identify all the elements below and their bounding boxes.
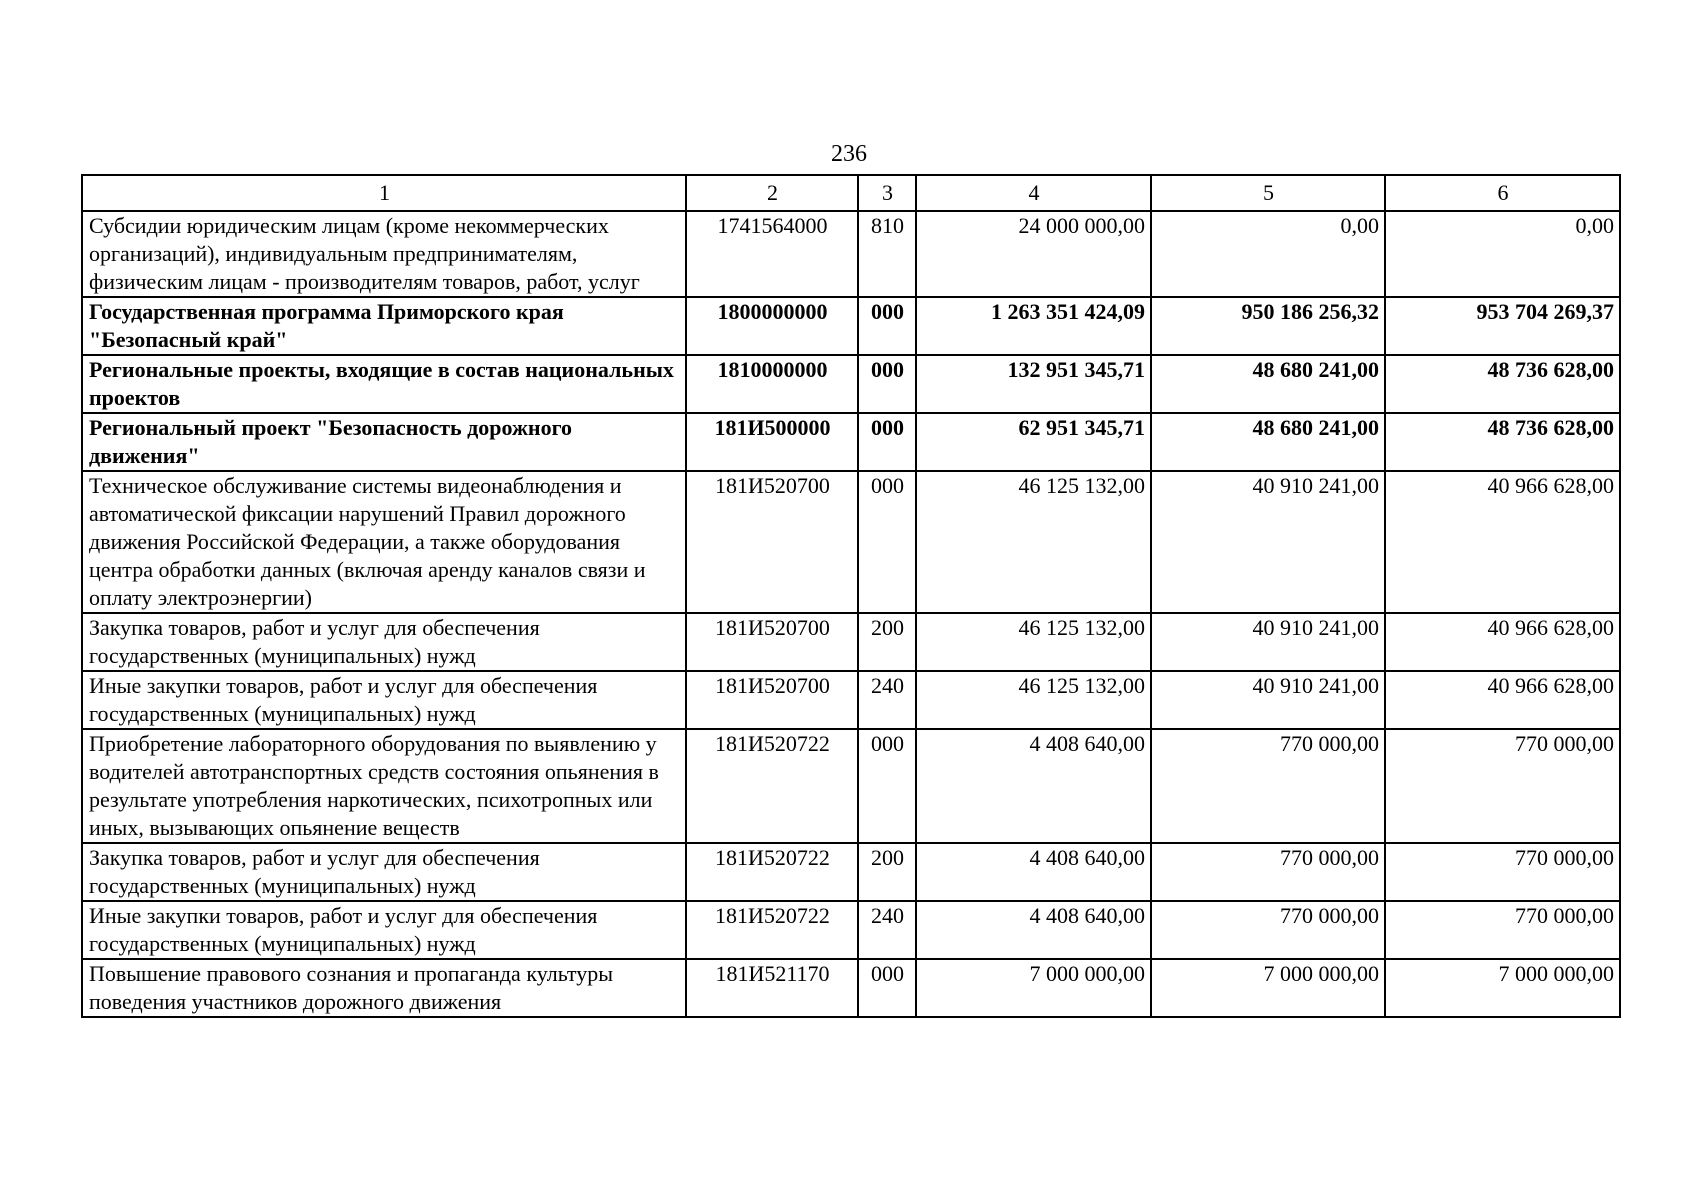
- expense-type-cell: 240: [858, 671, 916, 729]
- item-name-cell: Техническое обслуживание системы видеонаблюдения и автоматической фиксации нарушений Правил дорожного движения Российской Федерации, а также оборудования центра обработки данных (включая аренду каналов связи и оплату электроэнергии): [82, 471, 686, 613]
- amount-col6-cell: 770 000,00: [1385, 901, 1620, 959]
- amount-col4-cell: 7 000 000,00: [916, 959, 1151, 1017]
- item-name-cell: Приобретение лабораторного оборудования по выявлению у водителей автотранспортных средств состояния опьянения в результате употребления наркотических, психотропных или иных, вызывающих опьянение веществ: [82, 729, 686, 843]
- amount-col6-cell: 7 000 000,00: [1385, 959, 1620, 1017]
- item-name-cell: Региональные проекты, входящие в состав национальных проектов: [82, 355, 686, 413]
- expense-type-cell: 000: [858, 413, 916, 471]
- column-header: 6: [1385, 175, 1620, 211]
- amount-col6-cell: 770 000,00: [1385, 843, 1620, 901]
- target-code-cell: 181И520722: [686, 843, 858, 901]
- amount-col4-cell: 24 000 000,00: [916, 211, 1151, 297]
- item-name-cell: Закупка товаров, работ и услуг для обеспечения государственных (муниципальных) нужд: [82, 843, 686, 901]
- item-name-cell: Субсидии юридическим лицам (кроме некоммерческих организаций), индивидуальным предпринимателям, физическим лицам - производителям товаров, работ, услуг: [82, 211, 686, 297]
- expense-type-cell: 200: [858, 843, 916, 901]
- amount-col5-cell: 48 680 241,00: [1151, 355, 1385, 413]
- target-code-cell: 181И520700: [686, 471, 858, 613]
- amount-col6-cell: 0,00: [1385, 211, 1620, 297]
- amount-col5-cell: 7 000 000,00: [1151, 959, 1385, 1017]
- target-code-cell: 1800000000: [686, 297, 858, 355]
- amount-col6-cell: 770 000,00: [1385, 729, 1620, 843]
- expense-type-cell: 000: [858, 959, 916, 1017]
- amount-col4-cell: 46 125 132,00: [916, 671, 1151, 729]
- item-name-cell: Региональный проект "Безопасность дорожного движения": [82, 413, 686, 471]
- column-header: 3: [858, 175, 916, 211]
- amount-col5-cell: 950 186 256,32: [1151, 297, 1385, 355]
- target-code-cell: 181И521170: [686, 959, 858, 1017]
- table-header-row: [82, 175, 1620, 211]
- expense-type-cell: 000: [858, 729, 916, 843]
- target-code-cell: 181И520722: [686, 901, 858, 959]
- target-code-cell: 181И520700: [686, 671, 858, 729]
- target-code-cell: 1741564000: [686, 211, 858, 297]
- amount-col6-cell: 48 736 628,00: [1385, 355, 1620, 413]
- table-row: [82, 613, 1620, 671]
- amount-col5-cell: 770 000,00: [1151, 843, 1385, 901]
- column-header: 5: [1151, 175, 1385, 211]
- amount-col5-cell: 40 910 241,00: [1151, 613, 1385, 671]
- table-body: [82, 211, 1620, 1017]
- table-row: [82, 413, 1620, 471]
- table-row: [82, 355, 1620, 413]
- amount-col5-cell: 770 000,00: [1151, 729, 1385, 843]
- expense-type-cell: 240: [858, 901, 916, 959]
- amount-col6-cell: 953 704 269,37: [1385, 297, 1620, 355]
- target-code-cell: 181И520700: [686, 613, 858, 671]
- table-row: [82, 297, 1620, 355]
- amount-col5-cell: 0,00: [1151, 211, 1385, 297]
- amount-col4-cell: 4 408 640,00: [916, 901, 1151, 959]
- expense-type-cell: 200: [858, 613, 916, 671]
- table-row: [82, 471, 1620, 613]
- table-row: [82, 671, 1620, 729]
- amount-col4-cell: 46 125 132,00: [916, 613, 1151, 671]
- target-code-cell: 1810000000: [686, 355, 858, 413]
- table-row: [82, 901, 1620, 959]
- amount-col4-cell: 4 408 640,00: [916, 729, 1151, 843]
- expense-type-cell: 000: [858, 297, 916, 355]
- target-code-cell: 181И500000: [686, 413, 858, 471]
- page-number: 236: [831, 141, 867, 167]
- amount-col6-cell: 48 736 628,00: [1385, 413, 1620, 471]
- item-name-cell: Иные закупки товаров, работ и услуг для обеспечения государственных (муниципальных) нужд: [82, 901, 686, 959]
- column-header: 2: [686, 175, 858, 211]
- amount-col4-cell: 132 951 345,71: [916, 355, 1151, 413]
- amount-col4-cell: 46 125 132,00: [916, 471, 1151, 613]
- amount-col4-cell: 62 951 345,71: [916, 413, 1151, 471]
- expense-type-cell: 000: [858, 355, 916, 413]
- table-row: [82, 843, 1620, 901]
- budget-table: [81, 174, 1621, 1018]
- amount-col5-cell: 48 680 241,00: [1151, 413, 1385, 471]
- item-name-cell: Государственная программа Приморского края "Безопасный край": [82, 297, 686, 355]
- amount-col5-cell: 770 000,00: [1151, 901, 1385, 959]
- amount-col5-cell: 40 910 241,00: [1151, 671, 1385, 729]
- item-name-cell: Иные закупки товаров, работ и услуг для обеспечения государственных (муниципальных) нужд: [82, 671, 686, 729]
- amount-col5-cell: 40 910 241,00: [1151, 471, 1385, 613]
- expense-type-cell: 810: [858, 211, 916, 297]
- column-header: 4: [916, 175, 1151, 211]
- expense-type-cell: 000: [858, 471, 916, 613]
- amount-col6-cell: 40 966 628,00: [1385, 613, 1620, 671]
- table-row: [82, 211, 1620, 297]
- table-row: [82, 959, 1620, 1017]
- amount-col6-cell: 40 966 628,00: [1385, 471, 1620, 613]
- target-code-cell: 181И520722: [686, 729, 858, 843]
- item-name-cell: Закупка товаров, работ и услуг для обеспечения государственных (муниципальных) нужд: [82, 613, 686, 671]
- amount-col4-cell: 4 408 640,00: [916, 843, 1151, 901]
- amount-col6-cell: 40 966 628,00: [1385, 671, 1620, 729]
- amount-col4-cell: 1 263 351 424,09: [916, 297, 1151, 355]
- table-row: [82, 729, 1620, 843]
- column-header: 1: [82, 175, 686, 211]
- item-name-cell: Повышение правового сознания и пропаганда культуры поведения участников дорожного движения: [82, 959, 686, 1017]
